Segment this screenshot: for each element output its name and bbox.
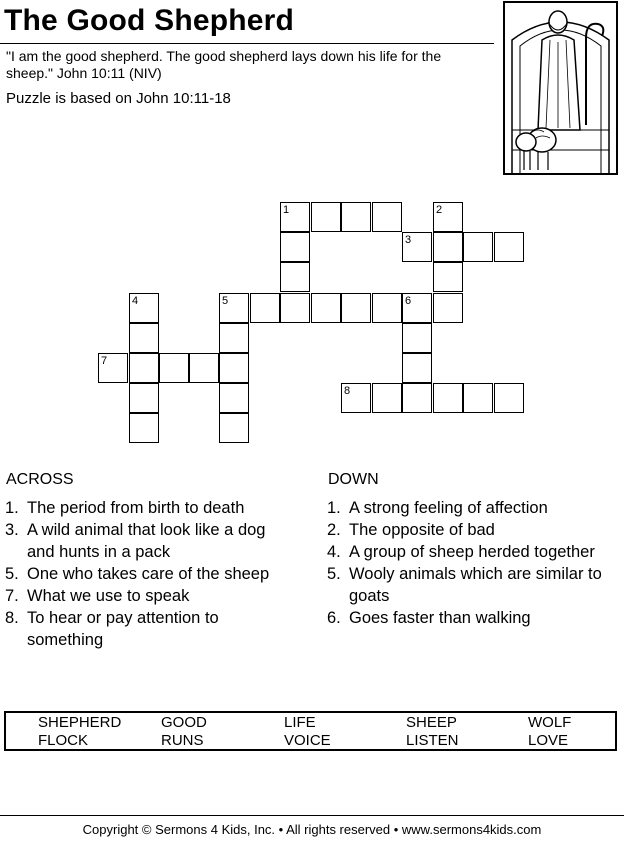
clue-number: 4	[132, 295, 139, 307]
crossword-cell[interactable]	[219, 383, 249, 413]
crossword-cell[interactable]	[280, 293, 310, 323]
down-clue	[327, 563, 619, 607]
crossword-cell[interactable]	[129, 413, 159, 443]
crossword-cell[interactable]	[341, 293, 371, 323]
clue-index: 5.	[5, 565, 19, 583]
crossword-cell[interactable]	[372, 293, 402, 323]
crossword-cell[interactable]	[341, 202, 371, 232]
clue-index: 3.	[5, 521, 19, 539]
crossword-cell[interactable]	[311, 293, 341, 323]
crossword-cell[interactable]	[494, 232, 524, 262]
clue-text: A group of sheep herded together	[349, 543, 595, 561]
clue-index: 2.	[327, 521, 341, 539]
clue-text: What we use to speak	[27, 587, 190, 605]
crossword-cell[interactable]	[189, 353, 219, 383]
clue-text: Wooly animals which are similar to goats	[349, 565, 602, 605]
clue-text: A strong feeling of affection	[349, 499, 548, 517]
crossword-cell[interactable]	[129, 323, 159, 353]
crossword-cell[interactable]	[129, 383, 159, 413]
across-clues	[5, 497, 290, 651]
across-clue	[5, 519, 290, 563]
across-heading: ACROSS	[6, 471, 74, 488]
across-clue	[5, 563, 290, 585]
down-clues	[327, 497, 619, 629]
clue-number: 6	[405, 295, 412, 307]
clue-number: 3	[405, 234, 412, 246]
crossword-cell[interactable]	[402, 323, 432, 353]
crossword-cell[interactable]	[219, 353, 249, 383]
crossword-cell[interactable]	[311, 202, 341, 232]
clue-text: Goes faster than walking	[349, 609, 531, 627]
crossword-cell[interactable]	[219, 413, 249, 443]
word-bank-item: GOOD	[161, 714, 207, 731]
crossword-cell[interactable]	[433, 293, 463, 323]
clue-index: 4.	[327, 543, 341, 561]
clue-text: One who takes care of the sheep	[27, 565, 270, 583]
across-clue	[5, 585, 290, 607]
down-clue	[327, 607, 619, 629]
crossword-cell[interactable]	[280, 232, 310, 262]
shepherd-illustration	[502, 0, 619, 176]
clue-number: 5	[222, 295, 229, 307]
clue-index: 1.	[327, 499, 341, 517]
crossword-cell[interactable]	[250, 293, 280, 323]
down-clue	[327, 541, 619, 563]
page-title: The Good Shepherd	[4, 4, 295, 37]
down-heading: DOWN	[328, 471, 379, 488]
clue-text: The period from birth to death	[27, 499, 245, 517]
footer-divider	[0, 815, 624, 816]
clue-number: 8	[344, 385, 351, 397]
word-bank-item: FLOCK	[38, 732, 89, 749]
title-divider	[0, 43, 494, 44]
clue-text: To hear or pay attention to something	[27, 609, 219, 649]
clue-number: 2	[436, 204, 443, 216]
crossword-cell[interactable]	[219, 323, 249, 353]
word-bank-item: SHEEP	[406, 714, 457, 731]
clue-number: 7	[101, 355, 108, 367]
scripture-quote: "I am the good shepherd. The good shepherd lays down his life for the sheep." John 10:11 (NIV)	[6, 48, 442, 81]
word-bank-item: LISTEN	[406, 732, 459, 749]
crossword-cell[interactable]	[433, 262, 463, 292]
clue-text: A wild animal that look like a dog and hunts in a pack	[27, 521, 266, 561]
down-clue	[327, 519, 619, 541]
clue-index: 1.	[5, 499, 19, 517]
word-bank-item: WOLF	[528, 714, 572, 731]
crossword-cell[interactable]	[402, 353, 432, 383]
word-bank-item: VOICE	[284, 732, 331, 749]
clue-index: 6.	[327, 609, 341, 627]
clue-index: 7.	[5, 587, 19, 605]
crossword-cell[interactable]	[129, 353, 159, 383]
clue-index: 8.	[5, 609, 19, 627]
clue-number: 1	[283, 204, 290, 216]
clue-text: The opposite of bad	[349, 521, 495, 539]
across-clue	[5, 607, 290, 651]
clue-index: 5.	[327, 565, 341, 583]
crossword-cell[interactable]	[433, 383, 463, 413]
down-clue	[327, 497, 619, 519]
word-bank-item: LOVE	[528, 732, 569, 749]
crossword-cell[interactable]	[280, 262, 310, 292]
crossword-cell[interactable]	[372, 202, 402, 232]
word-bank-item: SHEPHERD	[38, 714, 122, 731]
across-clue	[5, 497, 290, 519]
crossword-cell[interactable]	[463, 232, 493, 262]
copyright-footer: Copyright © Sermons 4 Kids, Inc. • All rights reserved • www.sermons4kids.com	[82, 822, 542, 837]
crossword-cell[interactable]	[372, 383, 402, 413]
crossword-cell[interactable]	[494, 383, 524, 413]
crossword-cell[interactable]	[159, 353, 189, 383]
puzzle-basis: Puzzle is based on John 10:11-18	[6, 90, 231, 107]
word-bank	[4, 711, 617, 751]
crossword-cell[interactable]	[433, 232, 463, 262]
word-bank-item: LIFE	[284, 714, 316, 731]
crossword-cell[interactable]	[463, 383, 493, 413]
word-bank-item: RUNS	[161, 732, 204, 749]
crossword-cell[interactable]	[402, 383, 432, 413]
